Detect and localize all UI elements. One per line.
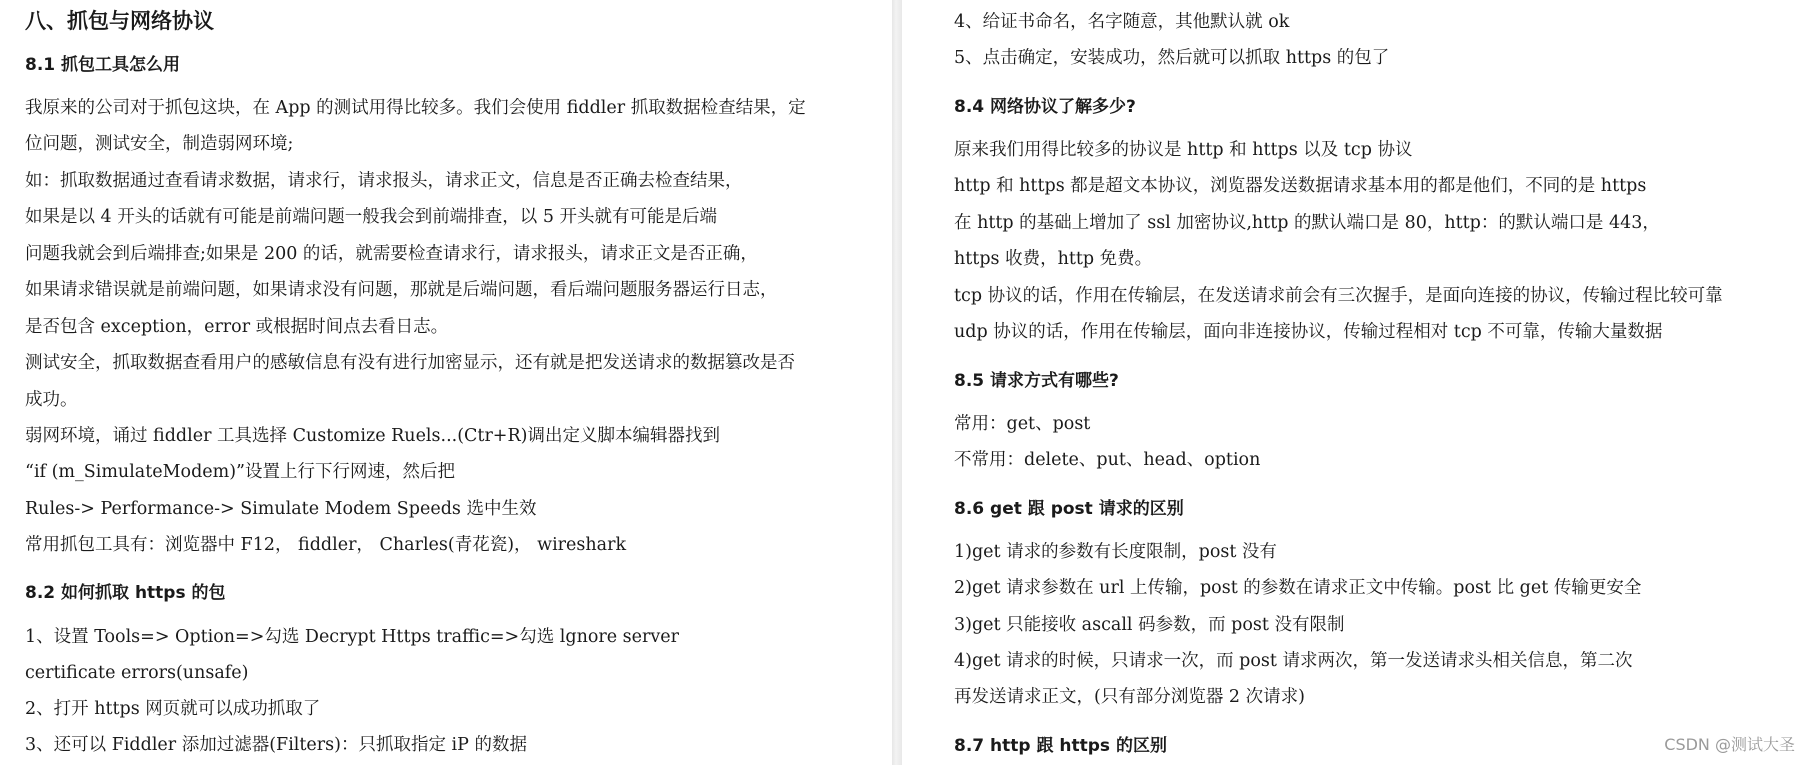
- s86-line-4: 4)get 请求的时候，只请求一次，而 post 请求两次，第一发送请求头相关信息，第二次: [954, 651, 1633, 671]
- s86-line-2: 2)get 请求参数在 url 上传输，post 的参数在请求正文中传输。post 比 get 传输更安全: [954, 578, 1642, 598]
- chapter-title: 八、抓包与网络协议: [25, 9, 214, 33]
- s81-line-9: 成功。: [25, 390, 78, 410]
- s81-line-3: 如：抓取数据通过查看请求数据，请求行，请求报头，请求正文，信息是否正确去检查结果，: [25, 171, 743, 191]
- section-8-4-heading: 8.4 网络协议了解多少?: [954, 97, 1136, 117]
- s84-line-6: udp 协议的话，作用在传输层，面向非连接协议，传输过程相对 tcp 不可靠，传输大量数据: [954, 322, 1663, 342]
- s86-line-1: 1)get 请求的参数有长度限制，post 没有: [954, 542, 1277, 562]
- s84-line-5: tcp 协议的话，作用在传输层，在发送请求前会有三次握手，是面向连接的协议，传输过程比较可靠: [954, 286, 1723, 306]
- s84-line-4: https 收费，http 免费。: [954, 249, 1153, 269]
- s81-line-6: 如果请求错误就是前端问题，如果请求没有问题，那就是后端问题，看后端问题服务器运行日志，: [25, 280, 778, 300]
- left-page: [0, 0, 892, 765]
- s84-line-2: http 和 https 都是超文本协议，浏览器发送数据请求基本用的都是他们，不同的是 https: [954, 176, 1647, 196]
- s86-line-5: 再发送请求正文，(只有部分浏览器 2 次请求): [954, 687, 1305, 707]
- r-top-line-2: 5、点击确定，安装成功，然后就可以抓取 https 的包了: [954, 48, 1390, 68]
- s82-line-1: 1、设置 Tools=> Option=>勾选 Decrypt Https traffic=>勾选 lgnore server: [25, 627, 679, 647]
- section-8-5-heading: 8.5 请求方式有哪些?: [954, 371, 1119, 391]
- csdn-watermark: CSDN @测试大圣: [1664, 735, 1795, 754]
- r-top-line-1: 4、给证书命名，名字随意，其他默认就 ok: [954, 12, 1290, 32]
- page-gutter: [892, 0, 902, 765]
- s82-line-4: 3、还可以 Fiddler 添加过滤器(Filters)：只抓取指定 iP 的数据: [25, 735, 527, 755]
- s81-line-8: 测试安全，抓取数据查看用户的感敏信息有没有进行加密显示，还有就是把发送请求的数据篡改是否: [25, 353, 795, 373]
- s82-line-3: 2、打开 https 网页就可以成功抓取了: [25, 699, 321, 719]
- s81-line-12: Rules-> Performance-> Simulate Modem Speeds 选中生效: [25, 499, 537, 519]
- s82-line-2: certificate errors(unsafe): [25, 663, 249, 683]
- section-8-6-heading: 8.6 get 跟 post 请求的区别: [954, 499, 1184, 519]
- s84-line-1: 原来我们用得比较多的协议是 http 和 https 以及 tcp 协议: [954, 140, 1413, 160]
- s81-line-10: 弱网环境，诵过 fiddler 工具选择 Customize Ruels...(Ctr+R)调出定义脚本编辑器找到: [25, 426, 720, 446]
- section-8-2-heading: 8.2 如何抓取 https 的包: [25, 583, 226, 603]
- s81-line-11: “if (m_SimulateModem)”设置上行下行网速，然后把: [25, 462, 456, 482]
- s86-line-3: 3)get 只能接收 ascall 码参数，而 post 没有限制: [954, 615, 1345, 635]
- s81-line-4: 如果是以 4 开头的话就有可能是前端问题一般我会到前端排查，以 5 开头就有可能是后端: [25, 207, 718, 227]
- s81-line-1: 我原来的公司对于抓包这块，在 App 的测试用得比较多。我们会使用 fiddler 抓取数据检查结果，定: [25, 98, 806, 118]
- s81-line-5: 问题我就会到后端排查;如果是 200 的话，就需要检查请求行，请求报头，请求正文是否正确，: [25, 244, 758, 264]
- s81-line-13: 常用抓包工具有：浏览器中 F12， fiddler， Charles(青花瓷)， wireshark: [25, 535, 627, 555]
- s84-line-3: 在 http 的基础上增加了 ssl 加密协议,http 的默认端口是 80，http：的默认端口是 443，: [954, 213, 1660, 233]
- section-8-1-heading: 8.1 抓包工具怎么用: [25, 55, 181, 75]
- s81-line-2: 位问题，测试安全，制造弱网环境;: [25, 134, 294, 154]
- right-page: [902, 0, 1809, 765]
- s85-line-1: 常用：get、post: [954, 414, 1091, 434]
- s81-line-7: 是否包含 exception，error 或根据时间点去看日志。: [25, 317, 449, 337]
- section-8-7-heading: 8.7 http 跟 https 的区别: [954, 736, 1167, 756]
- s85-line-2: 不常用：delete、put、head、option: [954, 450, 1261, 470]
